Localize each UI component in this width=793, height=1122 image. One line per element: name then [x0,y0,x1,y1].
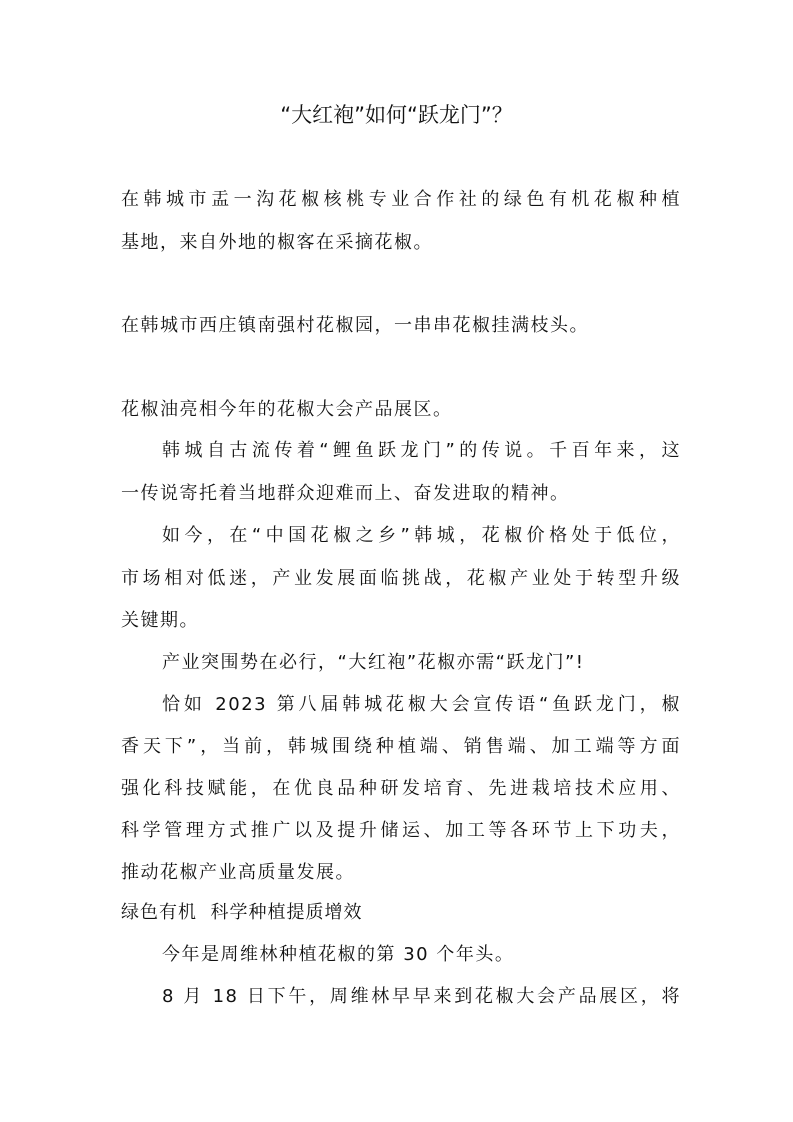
paragraph-line: 市场相对低迷，产业发展面临挑战，花椒产业处于转型升级 [121,568,681,589]
paragraph-line: 科学管理方式推广以及提升储运、加工等各环节上下功夫， [121,820,681,841]
paragraph-line: 香天下”，当前，韩城围绕种植端、销售端、加工端等方面 [121,736,681,757]
paragraph-line: 花椒油亮相今年的花椒大会产品展区。 [121,399,453,420]
paragraph-line: 韩城自古流传着“鲤鱼跃龙门”的传说。千百年来，这 [162,440,681,461]
paragraph-line: 强化科技赋能，在优良品种研发培育、先进栽培技术应用、 [121,778,681,799]
section-heading: 绿色有机 科学种植提质增效 [121,902,363,923]
paragraph-line: 如今，在“中国花椒之乡”韩城，花椒价格处于低位， [162,525,681,546]
document-title: “大红袍”如何“跃龙门”？ [280,103,513,127]
paragraph-line: 在韩城市西庄镇南强村花椒园，一串串花椒挂满枝头。 [121,315,589,336]
paragraph-line: 一传说寄托着当地群众迎难而上、奋发进取的精神。 [121,483,570,504]
paragraph-line: 关键期。 [121,610,199,631]
paragraph-line: 基地，来自外地的椒客在采摘花椒。 [121,232,433,253]
paragraph-line: 推动花椒产业高质量发展。 [121,862,355,883]
paragraph-line: 今年是周维林种植花椒的第 30 个年头。 [162,944,515,965]
paragraph-line: 产业突围势在必行，“大红袍”花椒亦需“跃龙门”! [162,652,585,673]
paragraph-line: 在韩城市盂一沟花椒核桃专业合作社的绿色有机花椒种植 [121,189,681,210]
paragraph-line: 8 月 18 日下午，周维林早早来到花椒大会产品展区，将 [162,986,681,1007]
paragraph-line: 恰如 2023 第八届韩城花椒大会宣传语“鱼跃龙门，椒 [162,694,681,715]
